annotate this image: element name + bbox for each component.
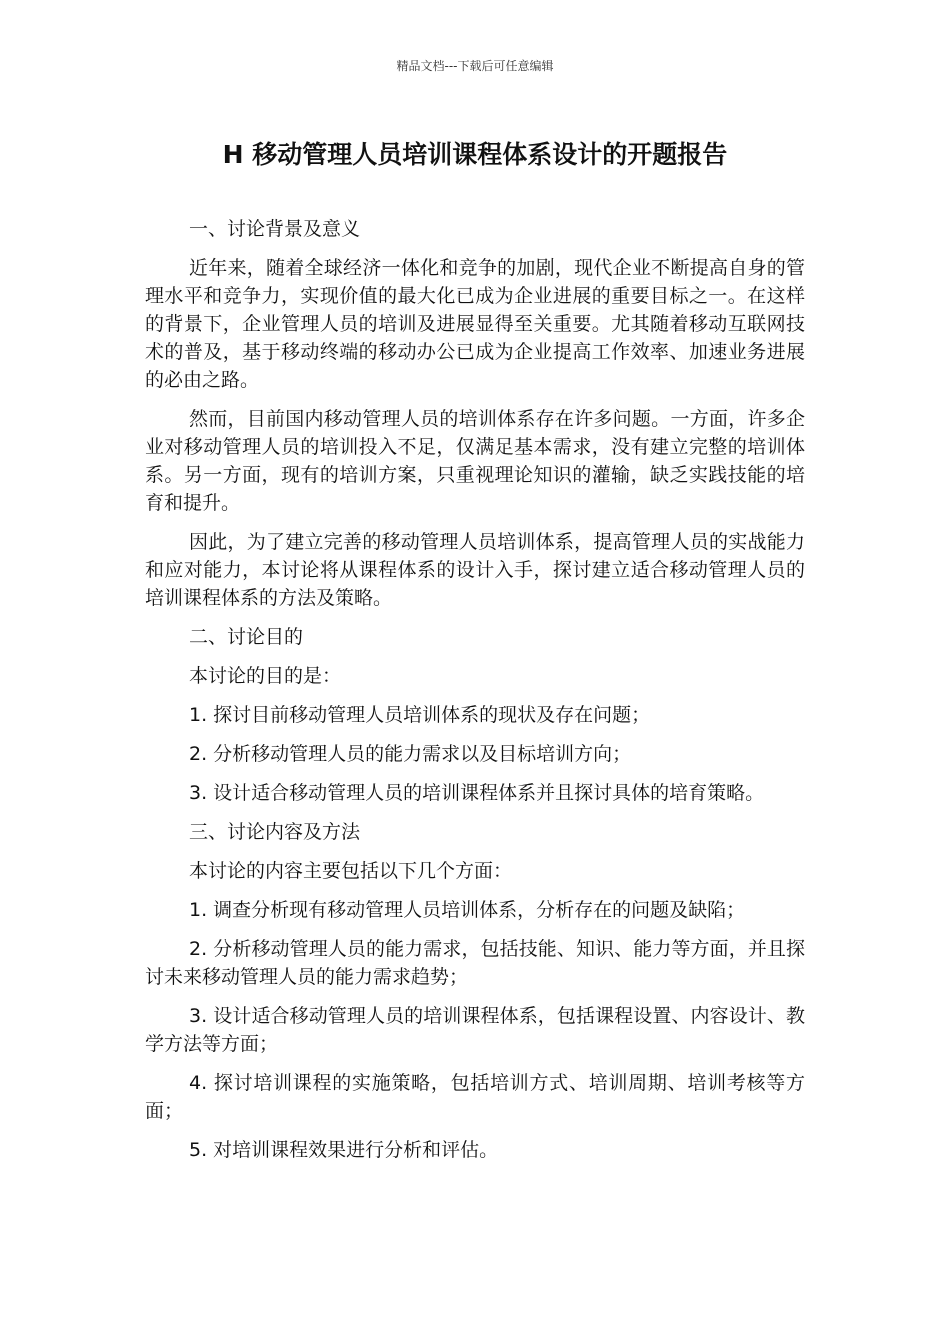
- document-title: H 移动管理人员培训课程体系设计的开题报告: [222, 140, 728, 169]
- list-item-purpose-2: 2. 分析移动管理人员的能力需求以及目标培训方向；: [189, 743, 632, 765]
- section-heading-background: 一、讨论背景及意义: [189, 218, 361, 240]
- list-item-content-4: 4. 探讨培训课程的实施策略，包括培训方式、培训周期、培训考核等方面；: [145, 1072, 805, 1122]
- page-header-note: 精品文档---下载后可任意编辑: [396, 59, 554, 73]
- section-heading-content-method: 三、讨论内容及方法: [189, 821, 361, 843]
- list-item-purpose-1: 1. 探讨目前移动管理人员培训体系的现状及存在问题；: [189, 704, 651, 726]
- list-item-content-1: 1. 调查分析现有移动管理人员培训体系，分析存在的问题及缺陷；: [189, 899, 746, 921]
- paragraph-background-3: 因此，为了建立完善的移动管理人员培训体系，提高管理人员的实战能力和应对能力，本讨论将从课程体系的设计入手，探讨建立适合移动管理人员的培训课程体系的方法及策略。: [145, 531, 805, 609]
- paragraph-purpose-intro: 本讨论的目的是：: [189, 665, 342, 687]
- list-item-purpose-3: 3. 设计适合移动管理人员的培训课程体系并且探讨具体的培育策略。: [189, 782, 765, 804]
- section-heading-purpose: 二、讨论目的: [189, 626, 304, 648]
- paragraph-content-intro: 本讨论的内容主要包括以下几个方面：: [189, 860, 513, 882]
- list-item-content-3: 3. 设计适合移动管理人员的培训课程体系，包括课程设置、内容设计、教学方法等方面；: [145, 1005, 805, 1055]
- list-item-content-5: 5. 对培训课程效果进行分析和评估。: [189, 1139, 499, 1161]
- paragraph-background-2: 然而，目前国内移动管理人员的培训体系存在许多问题。一方面，许多企业对移动管理人员的培训投入不足，仅满足基本需求，没有建立完整的培训体系。另一方面，现有的培训方案，只重视理论知识的灌输，缺乏实践技能的培育和提升。: [145, 408, 805, 514]
- list-item-content-2: 2. 分析移动管理人员的能力需求，包括技能、知识、能力等方面，并且探讨未来移动管理人员的能力需求趋势；: [145, 938, 805, 988]
- paragraph-background-1: 近年来，随着全球经济一体化和竞争的加剧，现代企业不断提高自身的管理水平和竞争力，实现价值的最大化已成为企业进展的重要目标之一。在这样的背景下，企业管理人员的培训及进展显得至关重要。尤其随着移动互联网技术的普及，基于移动终端的移动办公已成为企业提高工作效率、加速业务进展的必由之路。: [145, 257, 805, 391]
- document-body: [145, 215, 805, 1175]
